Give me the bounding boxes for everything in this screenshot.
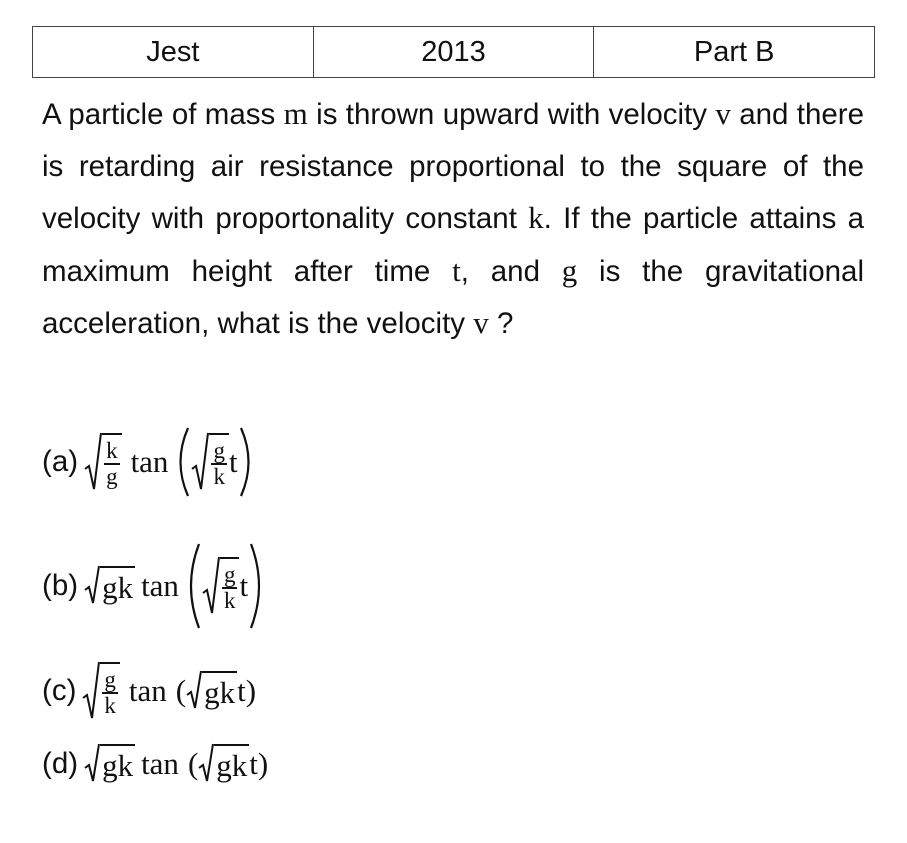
- denominator: k: [213, 464, 225, 489]
- sqrt: [82, 662, 120, 720]
- numerator: g: [213, 438, 225, 463]
- question-part: and there is retarding air resistance proportional to the square of the velocity with proportonality constant: [42, 98, 865, 235]
- question-part: A particle of mass: [42, 98, 284, 131]
- option-b[interactable]: [42, 542, 268, 630]
- numerator: g: [104, 667, 116, 692]
- sqrt: [198, 744, 249, 784]
- radical-sign: [198, 744, 214, 782]
- tan-function: tan: [128, 673, 167, 708]
- option-d[interactable]: [42, 744, 268, 784]
- radicand: gk: [214, 744, 249, 784]
- open-paren: (: [187, 746, 199, 781]
- radicand: gk: [202, 671, 237, 711]
- time-var: t: [249, 746, 258, 781]
- radicand: gk: [100, 744, 135, 784]
- math-var: m: [283, 96, 308, 131]
- fraction: [104, 439, 120, 489]
- sqrt: [84, 433, 122, 491]
- time-var: t: [239, 568, 249, 603]
- header-year: 2013: [313, 27, 594, 78]
- radical-sign: [84, 566, 100, 604]
- close-paren: [248, 542, 268, 630]
- fraction: [102, 668, 118, 718]
- question-part: , and: [460, 254, 562, 288]
- close-paren: [238, 426, 258, 498]
- numerator: g: [223, 562, 236, 587]
- tan-function: tan: [141, 568, 179, 603]
- math-var: k: [528, 200, 544, 235]
- denominator: g: [106, 464, 118, 489]
- sqrt: [202, 557, 240, 615]
- option-b-formula: [84, 542, 268, 630]
- math-var: g: [561, 252, 578, 288]
- math-var: v: [715, 96, 731, 131]
- math-var: t: [452, 252, 461, 288]
- radical-sign: [186, 671, 202, 709]
- radical-sign: [82, 662, 100, 720]
- radical-sign: [191, 433, 209, 491]
- option-c[interactable]: [42, 662, 256, 720]
- math-var: v: [473, 305, 489, 340]
- question-part: is the gravitational acceleration, what is the velocity: [42, 254, 865, 340]
- question-text: [42, 88, 864, 350]
- radical-sign: [84, 744, 100, 782]
- radical-sign: [202, 557, 220, 615]
- close-paren: ): [257, 746, 269, 781]
- tan-function: tan: [130, 444, 169, 479]
- option-d-formula: [84, 744, 268, 784]
- sqrt: [84, 744, 135, 784]
- radical-sign: [84, 433, 102, 491]
- question-part: ?: [488, 307, 514, 340]
- option-label: (b): [42, 569, 79, 602]
- question-part: is thrown upward with velocity: [307, 98, 716, 131]
- open-paren: (: [175, 673, 187, 708]
- time-var: t: [237, 673, 246, 708]
- denominator: k: [104, 693, 116, 718]
- sqrt: [84, 566, 135, 606]
- sqrt: [191, 433, 229, 491]
- option-label: (c): [42, 674, 77, 707]
- sqrt: [186, 671, 237, 711]
- header-part: Part B: [594, 27, 875, 78]
- option-c-formula: [82, 662, 256, 720]
- header-table: [32, 26, 875, 78]
- tan-function: tan: [141, 746, 179, 781]
- numerator: k: [106, 438, 118, 463]
- question-part: . If the particle attains a maximum height after time: [42, 202, 865, 288]
- option-a-formula: [84, 426, 258, 498]
- option-label: (a): [42, 445, 79, 478]
- fraction: [211, 439, 227, 489]
- denominator: k: [223, 588, 236, 613]
- fraction: [222, 563, 238, 613]
- time-var: t: [228, 444, 238, 479]
- close-paren: ): [245, 673, 257, 708]
- option-a[interactable]: [42, 426, 258, 498]
- open-paren: [182, 542, 202, 630]
- open-paren: [171, 426, 191, 498]
- option-label: (d): [42, 747, 79, 780]
- header-exam: Jest: [33, 27, 314, 78]
- radicand: gk: [100, 566, 135, 606]
